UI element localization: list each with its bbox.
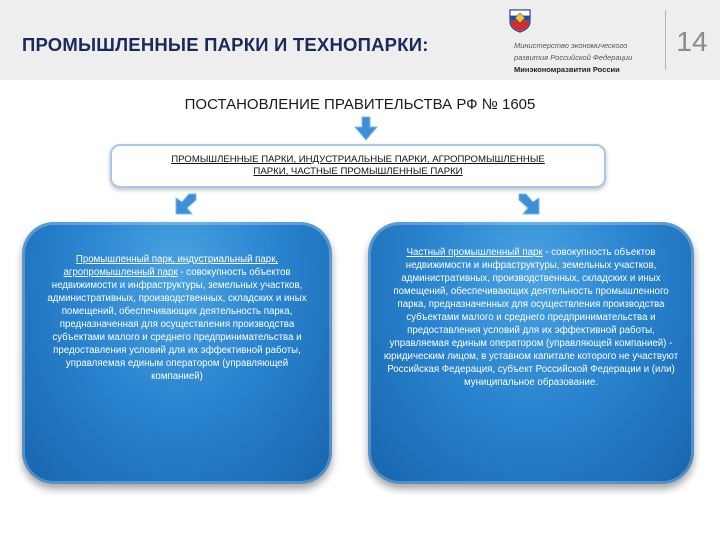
private-park-definition-card bbox=[368, 222, 694, 484]
down-arrow-icon bbox=[515, 192, 543, 216]
down-arrow-icon bbox=[353, 116, 379, 142]
park-types-text bbox=[171, 154, 544, 178]
decree-title: ПОСТАНОВЛЕНИЕ ПРАВИТЕЛЬСТВА РФ № 1605 bbox=[184, 96, 536, 113]
ministry-line-3: Минэкономразвития России bbox=[514, 65, 620, 74]
slide-title: ПРОМЫШЛЕННЫЕ ПАРКИ И ТЕХНОПАРКИ: bbox=[22, 34, 429, 55]
park-types-box bbox=[110, 144, 606, 188]
ministry-name bbox=[514, 40, 632, 76]
park-types-line-2: ПАРКИ, ЧАСТНЫЕ ПРОМЫШЛЕННЫЕ ПАРКИ bbox=[253, 166, 463, 177]
ministry-line-2: развития Российской Федерации bbox=[514, 53, 633, 62]
ministry-emblem-icon bbox=[507, 7, 533, 33]
down-arrow-icon bbox=[172, 192, 200, 216]
industrial-park-definition-card bbox=[22, 222, 332, 484]
industrial-park-definition: - совокупность объектов недвижимости и инфраструктуры, земельных участков, административных, производственных, складских и иных помещений, обеспечивающих деятельность парка, предназначенная для осуществления производства субъектами малого и среднего предпринимательства и предоставления условий для их эффективной работы, управляемая единым оператором (управляющей компанией) bbox=[47, 267, 307, 382]
page-number: 14 bbox=[676, 26, 708, 57]
private-park-definition: - совокупность объектов недвижимости и инфраструктуры, земельных участков, административных, производственных, складских и иных помещений, обеспечивающих деятельность промышленного парка, предназначенных для осуществления производства субъектами малого и среднего предпринимательства и предоставления условий для их эффективной работы, управляемая единым оператором (управляющей компанией) - юридическим лицом, в уставном капитале которого не участвуют Российская Федерация, субъект Российской Федерации и (или) муниципальное образование. bbox=[383, 247, 679, 388]
ministry-line-1: Министерство экономического bbox=[514, 41, 628, 50]
industrial-park-term: Промышленный парк, индустриальный парк, агропромышленный парк bbox=[63, 254, 279, 278]
private-park-term: Частный промышленный парк bbox=[406, 247, 543, 258]
park-types-line-1: ПРОМЫШЛЕННЫЕ ПАРКИ, ИНДУСТРИАЛЬНЫЕ ПАРКИ, АГРОПРОМЫШЛЕННЫЕ bbox=[171, 154, 545, 165]
header-divider bbox=[665, 10, 666, 70]
